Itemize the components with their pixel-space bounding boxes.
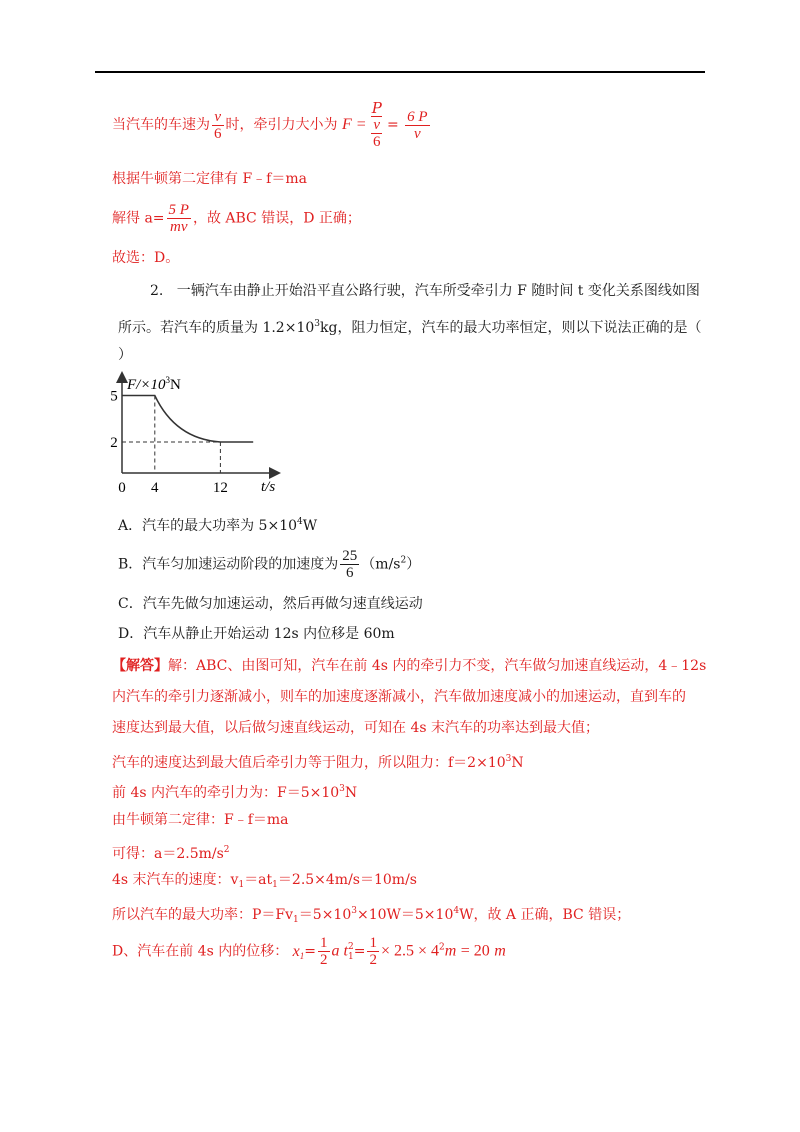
- y-tick-5: 5: [110, 388, 118, 405]
- question-number: 2.: [150, 283, 164, 299]
- answer-line-10: D、汽车在前 4s 内的位移： $x_1=$ $\frac{1}{2}$ a t 2 1 = $\frac{1}{2}$ × $2.5 \times 4^2m = 20$ m: [112, 935, 506, 968]
- answer-line-3: 速度达到最大值，以后做匀速直线运动，可知在 4s 末汽车的功率达到最大值；: [112, 720, 599, 736]
- answer-line-4: 汽车的速度达到最大值后牵引力等于阻力，所以阻力：$f=2\times 10^3N$: [112, 754, 524, 771]
- solution-line-2: 根据牛顿第二定律有 F﹣f＝ma: [112, 171, 307, 187]
- option-d[interactable]: D．汽车从静止开始运动 12s 内位移是 60m: [118, 626, 395, 642]
- option-c[interactable]: C．汽车先做匀加速运动，然后再做匀速直线运动: [118, 596, 423, 612]
- question-stem-line-3: ）: [118, 347, 132, 363]
- y-tick-2: 2: [110, 435, 118, 451]
- option-a[interactable]: A．汽车的最大功率为 $5\times 10^4W$: [118, 517, 318, 534]
- solution-line-1: 当汽车的车速为 $\frac{v}{6}$ 时，牵引力大小为 F = $\frac{P}{\frac{v}{6}}$ = $\frac{6 P}{v}$: [112, 99, 428, 150]
- y-axis-label: $F/\times 10^3N$: [127, 375, 181, 393]
- answer-line-2: 内汽车的牵引力逐渐减小，则车的加速度逐渐减小，汽车做加速度减小的加速运动，直到车的: [112, 689, 686, 705]
- answer-line-9: 所以汽车的最大功率：$P=Fv_1=5\times 10^3\times 10W=5\times 10^4W$，故 A 正确，BC 错误；: [112, 906, 631, 925]
- x-tick-0: 0: [118, 480, 126, 496]
- answer-line-1: 【解答】解：ABC、由图可知，汽车在前 4s 内的牵引力不变，汽车做匀加速直线运动，4﹣12s: [112, 658, 707, 674]
- answer-line-7: 可得：$a=2.5m/s^2$: [112, 845, 230, 862]
- answer-line-8: 4s 末汽车的速度：$v_1=at_1=2.5\times 4m/s=10m/s$: [112, 872, 417, 890]
- x-tick-4: 4: [151, 480, 159, 496]
- question-stem-line-1: 2. 一辆汽车由静止开始沿平直公路行驶，汽车所受牵引力 F 随时间 t 变化关系图线如图: [150, 283, 700, 299]
- answer-line-6: 由牛顿第二定律：F﹣f＝ma: [112, 812, 289, 828]
- force-time-graph: [105, 365, 295, 500]
- question-stem-line-2: 所示。若汽车的质量为 $1.2\times 10^3kg$，阻力恒定，汽车的最大功率恒定，则以下说法正确的是（: [118, 319, 702, 336]
- solution-line-4: 故选：D。: [112, 250, 180, 266]
- solution-line-3: 解得 a= $\frac{5 P}{mv}$ ，故 ABC 错误，D 正确；: [112, 202, 361, 235]
- header-rule: [95, 71, 705, 73]
- force-curve: [122, 396, 253, 443]
- x-tick-12: 12: [212, 480, 228, 496]
- x-axis-label: t/s: [261, 479, 276, 495]
- option-b[interactable]: B．汽车匀加速运动阶段的加速度为 $\frac{25}{6}$ $(m/s^2)$: [118, 548, 421, 581]
- answer-line-5: 前 4s 内汽车的牵引力为：$F=5\times 10^3N$: [112, 784, 358, 801]
- answer-tag: 【解答】: [112, 658, 168, 674]
